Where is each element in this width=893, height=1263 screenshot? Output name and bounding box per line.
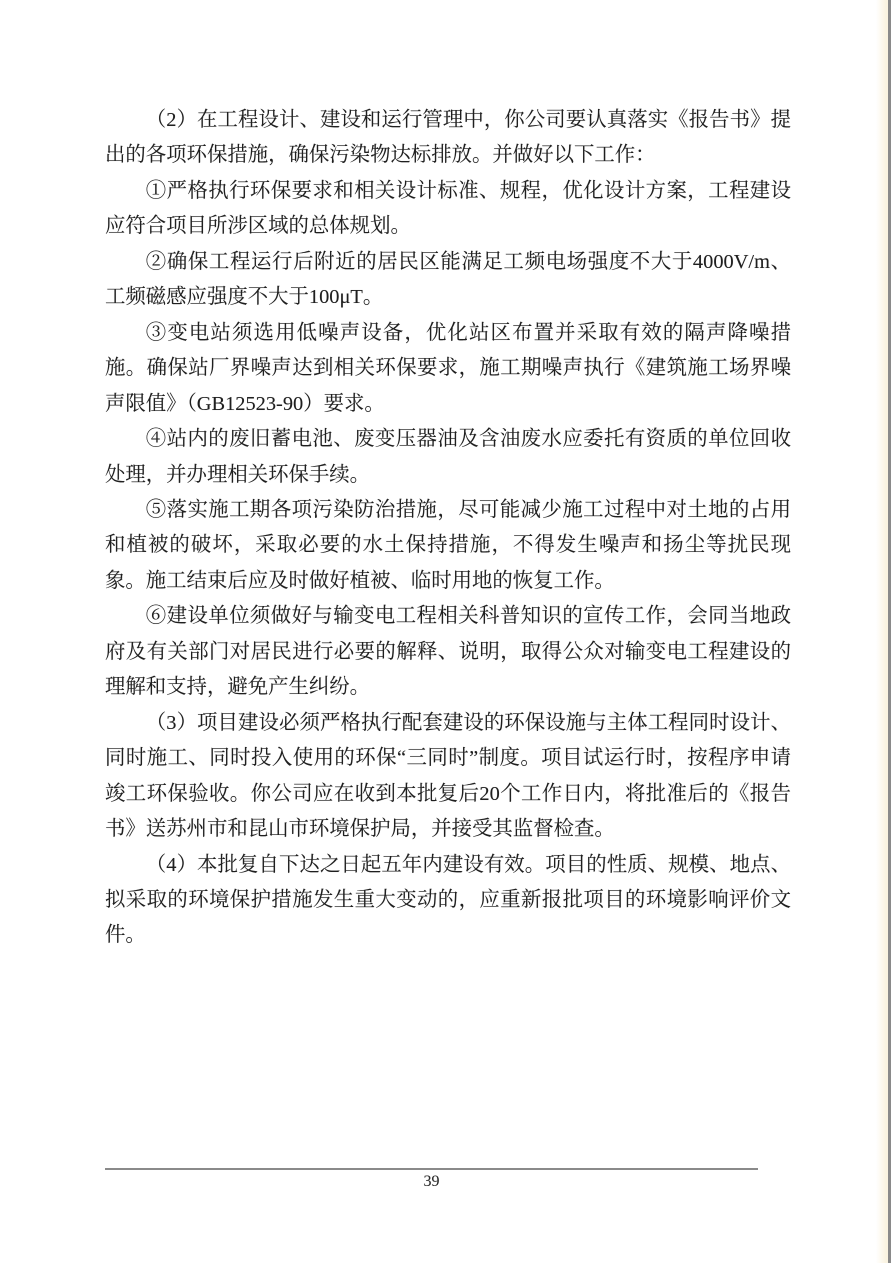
paragraph-4: （4）本批复自下达之日起五年内建设有效。项目的性质、规模、地点、拟采取的环境保护措施发生重大变动的，应重新报批项目的环境影响评价文件。 bbox=[105, 853, 791, 947]
paragraph-sub-3: ③变电站须选用低噪声设备，优化站区布置并采取有效的隔声降噪措施。确保站厂界噪声达到相关环保要求，施工期噪声执行《建筑施工场界噪声限值》（GB12523-90）要求。 bbox=[105, 321, 791, 415]
paragraph-sub-1: ①严格执行环保要求和相关设计标准、规程，优化设计方案，工程建设应符合项目所涉区域的总体规划。 bbox=[105, 179, 791, 238]
paragraph-3: （3）项目建设必须严格执行配套建设的环保设施与主体工程同时设计、同时施工、同时投入使用的环保“三同时”制度。项目试运行时，按程序申请竣工环保验收。你公司应在收到本批复后20个工作日内，将批准后的《报告书》送苏州市和昆山市环境保护局，并接受其监督检查。 bbox=[105, 711, 791, 841]
paragraph-2: （2）在工程设计、建设和运行管理中，你公司要认真落实《报告书》提出的各项环保措施，确保污染物达标排放。并做好以下工作： bbox=[105, 109, 791, 167]
page-edge-tint bbox=[876, 0, 888, 1263]
page-edge-line bbox=[888, 0, 891, 1263]
paragraph-sub-4: ④站内的废旧蓄电池、废变压器油及含油废水应委托有资质的单位回收处理，并办理相关环保手续。 bbox=[105, 428, 791, 486]
page-number: 39 bbox=[423, 1173, 440, 1190]
page-footer bbox=[105, 1168, 758, 1192]
paragraph-sub-2: ②确保工程运行后附近的居民区能满足工频电场强度不大于4000V/m、工频磁感应强度不大于100μT。 bbox=[105, 250, 791, 309]
paragraph-sub-5: ⑤落实施工期各项污染防治措施，尽可能减少施工过程中对土地的占用和植被的破坏，采取必要的水土保持措施，不得发生噪声和扬尘等扰民现象。施工结束后应及时做好植被、临时用地的恢复工作。 bbox=[105, 498, 791, 592]
paragraph-sub-6: ⑥建设单位须做好与输变电工程相关科普知识的宣传工作，会同当地政府及有关部门对居民进行必要的解释、说明，取得公众对输变电工程建设的理解和支持，避免产生纠纷。 bbox=[105, 605, 791, 699]
page-body bbox=[105, 103, 791, 954]
